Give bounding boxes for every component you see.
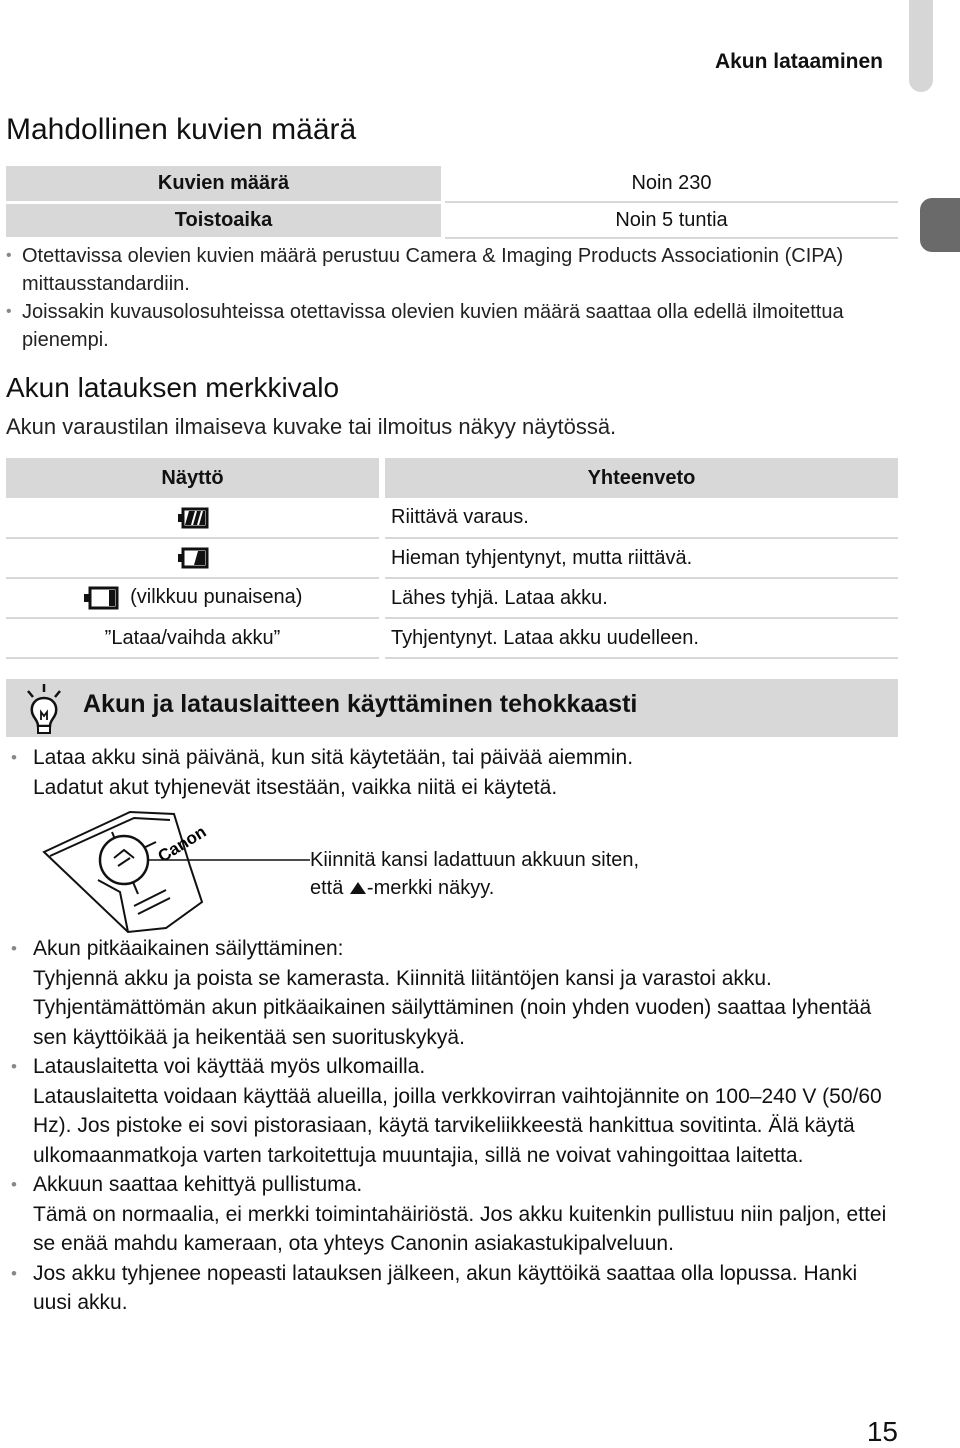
display-cell: ”Lataa/vaihda akku” [6,618,382,658]
chapter-tab-marker [920,198,960,252]
row-label: Toistoaika [6,202,443,238]
summary-cell: Riittävä varaus. [382,498,898,538]
battery-brand: Canon [154,821,210,867]
list-item: • Akun pitkäaikainen säilyttäminen: Tyhjennä akku ja poista se kamerasta. Kiinnitä liitäntöjen kansi ja varastoi akku. Tyhjentämättömän akun pitkäaikainen säilyttäminen (noin yhden vuoden) saattaa lyhentää sen käyttöikää ja heikentää sen suorituskykyä. [6,934,898,1052]
heading-indicator: Akun latauksen merkkivalo [6,372,340,403]
shots-notes [6,242,896,354]
summary-cell: Tyhjentynyt. Lataa akku uudelleen. [382,618,898,658]
list-item: • Lataa akku sinä päivänä, kun sitä käytetään, tai päivää aiemmin. Ladatut akut tyhjenevät itsestään, vaikka niitä ei käytetä. [6,743,898,802]
table-row [6,498,898,538]
indicator-intro: Akun varaustilan ilmaiseva kuvake tai ilmoitus näkyy näytössä. [6,414,617,439]
list-item: • Akkuun saattaa kehittyä pullistuma. Tämä on normaalia, ei merkki toimintahäiriöstä. Jos akku kuitenkin pullistuu niin paljon, ettei se enää mahdu kameraan, ota yhteys Canonin asiakastukipalveluun. [6,1170,898,1259]
table-header-row [6,458,898,498]
table-row [6,538,898,578]
battery-half-icon [177,547,209,569]
row-label: Kuvien määrä [6,166,443,202]
list-item: • Joissakin kuvausolosuhteissa otettavissa olevien kuvien määrä saattaa olla edellä ilmoitettua pienempi. [6,298,896,354]
list-item: • Latauslaitetta voi käyttää myös ulkomailla. Latauslaitetta voidaan käyttää alueilla, joilla verkkovirran vaihtojännite on 100–240 V (50/60 Hz). Jos pistoke ei sovi pistorasiaan, käytä tarvikeliikkeestä hankittua sovitinta. Älä käytä ulkomaanmatkoja varten tarkoitettuja muuntajia, sillä ne voivat vahingoittaa laitetta. [6,1052,898,1170]
shots-table [6,166,898,240]
tips-title: Akun ja latauslaitteen käyttäminen tehokkaasti [83,690,638,718]
table-row [6,166,898,202]
column-header-display: Näyttö [6,458,382,498]
list-item: • Jos akku tyhjenee nopeasti latauksen jälkeen, akun käyttöikä saattaa olla lopussa. Hanki uusi akku. [6,1259,898,1318]
row-value: Noin 5 tuntia [443,202,898,238]
row-value: Noin 230 [443,166,898,202]
lightbulb-icon [22,682,66,736]
table-row [6,202,898,238]
table-row [6,618,898,658]
list-item: • Otettavissa olevien kuvien määrä perustuu Camera & Imaging Products Associationin (CIPA) mittausstandardiin. [6,242,896,298]
column-header-summary: Yhteenveto [382,458,898,498]
page-number: 15 [866,1416,898,1447]
chapter-tab-top [909,0,933,92]
section-header: Akun lataaminen [714,50,883,73]
battery-full-icon [177,507,209,529]
summary-cell: Hieman tyhjentynyt, mutta riittävä. [382,538,898,578]
triangle-mark-icon [349,881,367,895]
tips-list-2 [6,934,898,1318]
table-row [6,578,898,618]
battery-cover-illustration [38,806,328,942]
cover-callout: Kiinnitä kansi ladattuun akkuun siten, että -merkki näkyy. [310,849,640,899]
heading-shots: Mahdollinen kuvien määrä [6,113,357,146]
tips-list-1 [6,743,898,802]
summary-cell: Lähes tyhjä. Lataa akku. [382,578,898,618]
indicator-table [6,458,898,659]
display-cell: (vilkkuu punaisena) [130,586,303,609]
battery-empty-icon [83,586,119,610]
